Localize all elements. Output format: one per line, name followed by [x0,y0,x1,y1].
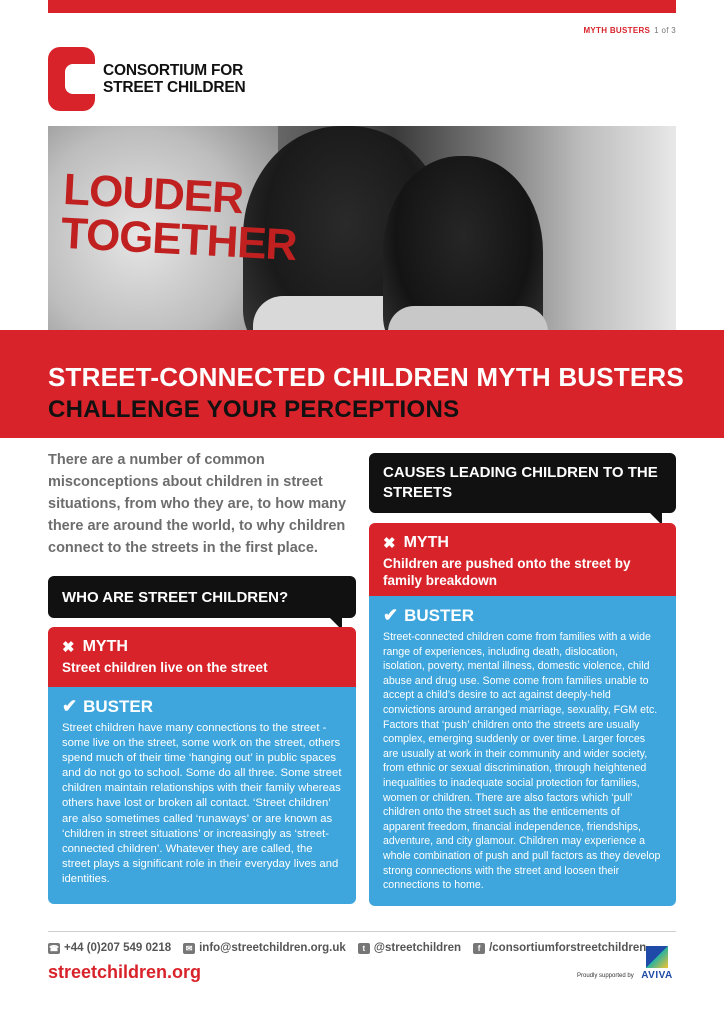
hero-photo [48,126,676,346]
twitter-icon: t [358,943,370,954]
page-subtitle: CHALLENGE YOUR PERCEPTIONS [48,396,460,423]
footer-email-text: info@streetchildren.org.uk [199,942,346,954]
logo-text [103,62,246,96]
myth-text-left: Street children live on the street [62,660,268,675]
page-title: STREET-CONNECTED CHILDREN MYTH BUSTERS [48,362,684,392]
logo-line-1: CONSORTIUM FOR [103,62,244,79]
logo-mark-icon [48,47,95,111]
section-heading-who: WHO ARE STREET CHILDREN? [48,576,356,618]
top-red-bar [48,0,676,13]
myth-label-left: MYTH [82,638,128,655]
footer-phone[interactable] [48,942,171,954]
footer-facebook-text: /consortiumforstreetchildren [489,942,647,954]
aviva-name: AVIVA [641,970,673,981]
footer-email[interactable] [183,942,346,954]
buster-label-right: BUSTER [404,605,474,625]
facebook-icon: f [473,943,485,954]
myth-label-right: MYTH [403,534,449,551]
hero-overlay-text [59,164,300,271]
website-link[interactable]: streetchildren.org [48,962,202,982]
consortium-logo[interactable] [48,47,246,111]
buster-card-left [48,687,356,904]
myth-card-left [48,627,356,687]
email-icon: ✉ [183,943,195,954]
aviva-mark-icon [646,946,668,968]
buster-card-right [369,596,676,906]
aviva-logo[interactable] [636,946,678,981]
footer-twitter[interactable] [358,942,461,954]
footer-facebook[interactable] [473,942,646,954]
logo-line-2: STREET CHILDREN [103,79,246,96]
check-icon: ✔ [383,605,399,625]
footer-twitter-text: @streetchildren [373,942,462,954]
page-number: 1 of 3 [654,26,676,35]
cross-icon: ✖ [383,535,396,552]
myth-card-right [369,523,676,596]
hero-overlay-line-1: LOUDER [62,164,245,224]
intro-paragraph: There are a number of common misconceptions about children in street situations, from who they are, to how many there are around the world, to why children connect to the streets in the first place. [48,452,347,556]
cross-icon: ✖ [62,639,75,656]
page-label-text: MYTH BUSTERS [583,26,651,35]
buster-text-left: Street children have many connections to the street - some live on the street, some work on the street, others spend much of their time ‘hanging out’ in public spaces and do not go to school. Some do all three. Some street children maintain relationships with their family whereas others have lost or broken all contact. ‘Street children’ are also sometimes called ‘runaways’ or are known as ‘children in street situations’ or increasingly as ‘street-connected children’. Whatever they are called, the street plays a significant role in their everyday lives and identities. [62,722,342,885]
buster-label-left: BUSTER [83,696,153,716]
section-heading-causes: CAUSES LEADING CHILDREN TO THE STREETS [369,453,676,513]
myth-text-right: Children are pushed onto the street by family breakdown [383,556,631,588]
hero-child-right [383,156,543,346]
page-label [583,26,676,35]
phone-icon: ☎ [49,943,59,953]
buster-text-right: Street-connected children come from families with a wide range of experiences, including death, dislocation, isolation, poverty, mental illness, domestic violence, child abuse and drug use. Some come from families unable to accept a child’s desire to act against deeply-held convictions around arranged marriage, sexuality, FGM etc. Factors that ‘push’ children onto the streets are usually complex, emerging suddenly or over time. Larger forces are usually at work in their community and wider society, from ethnic or sexual discrimination, through heightened inequalities to inadequate social protection for families, women or children. There are also factors which ‘pull’ children onto the street such as the enticements of apparent freedom, financial independence, friendships, adventure, and city glamour. Children may experience a whole combination of push and pull factors as they develop strong connections with the street and loosen their connections to home. [383,631,661,892]
footer-phone-text: +44 (0)207 549 0218 [64,942,172,954]
footer-divider [48,931,676,932]
check-icon: ✔ [62,696,78,716]
hero-overlay-line-2: TOGETHER [59,208,298,271]
support-text: Proudly supported by [577,973,634,979]
title-banner [0,330,724,438]
footer-contacts [48,942,676,954]
